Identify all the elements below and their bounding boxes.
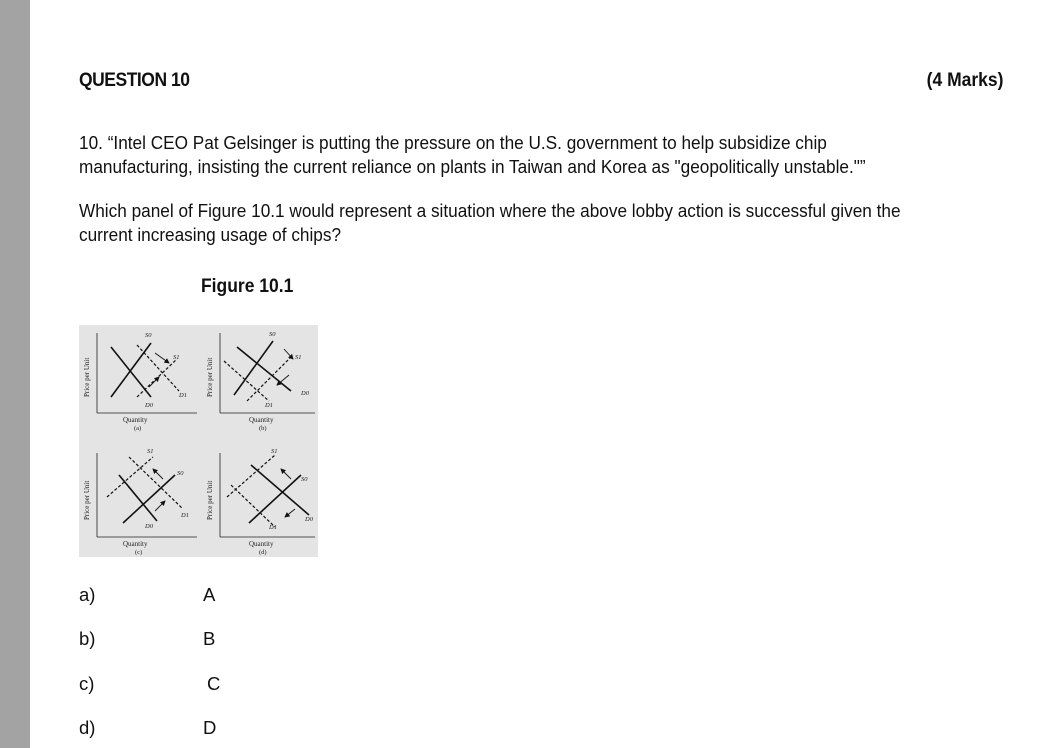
panel-a-supply-s1 [137, 359, 177, 397]
panel-d-supply-s0 [249, 475, 301, 523]
figure-10-1 [79, 325, 318, 557]
panel-c [83, 448, 197, 556]
panel-a-ylabel: Price per Unit [83, 357, 91, 397]
question-prompt-line-1: Which panel of Figure 10.1 would represent a situation where the above lobby action is successful given the [79, 200, 901, 221]
panel-d-label-s0: S0 [301, 476, 308, 483]
panel-d-supply-s1 [227, 455, 275, 497]
question-prompt [79, 199, 916, 247]
option-a-label[interactable]: a) [79, 584, 96, 605]
question-text-line-1: 10. “Intel CEO Pat Gelsinger is putting the pressure on the U.S. government to help subsidize chip [79, 132, 827, 153]
panel-b-shift-arrow-supply [284, 349, 293, 359]
panel-a-label-d0: D0 [145, 402, 153, 409]
panel-b-ylabel: Price per Unit [206, 357, 214, 397]
panel-b-label-d1: D1 [265, 402, 273, 409]
panel-c-demand-d0 [119, 475, 157, 521]
panel-c-shift-arrow-demand [155, 501, 165, 511]
panel-a-shift-arrow-supply [155, 353, 169, 363]
panel-b [206, 331, 315, 432]
panel-d-label-d1: D1 [269, 524, 277, 531]
panel-d-shift-arrow-demand [285, 509, 295, 517]
panel-d [206, 448, 315, 556]
option-d-answer[interactable]: D [203, 717, 217, 738]
question-text-line-2: manufacturing, insisting the current reliance on plants in Taiwan and Korea as "geopolitically unstable."” [79, 156, 866, 177]
panel-c-label-d1: D1 [181, 512, 189, 519]
option-a-answer[interactable]: A [203, 584, 216, 605]
option-d-label[interactable]: d) [79, 717, 96, 738]
panel-a-label-d1: D1 [179, 392, 187, 399]
panel-a-shift-arrow-demand [149, 377, 159, 387]
question-marks: (4 Marks) [926, 70, 1003, 91]
figure-title: Figure 10.1 [201, 276, 294, 297]
figure-diagram [79, 325, 318, 557]
option-b-answer[interactable]: B [203, 628, 216, 649]
panel-c-label-s1: S1 [147, 448, 154, 455]
panel-a-id: (a) [134, 425, 142, 432]
panel-a-xlabel: Quantity [123, 416, 148, 424]
option-c-label[interactable]: c) [79, 673, 95, 694]
panel-c-shift-arrow-supply [153, 469, 163, 479]
panel-c-xlabel: Quantity [123, 540, 148, 548]
panel-c-supply-s1 [107, 457, 153, 497]
panel-c-supply-s0 [123, 475, 175, 523]
panel-c-label-d0: D0 [145, 523, 153, 530]
panel-b-xlabel: Quantity [249, 416, 274, 424]
panel-a-label-s1: S1 [173, 354, 180, 361]
panel-c-demand-d1 [129, 457, 183, 509]
panel-b-label-s1: S1 [295, 354, 302, 361]
panel-a [83, 332, 197, 432]
panel-b-label-s0: S0 [269, 331, 276, 338]
option-c-answer[interactable]: C [207, 673, 221, 694]
panel-d-xlabel: Quantity [249, 540, 274, 548]
panel-d-ylabel: Price per Unit [206, 480, 214, 520]
left-margin-bar [0, 0, 30, 748]
panel-a-demand-d1 [137, 345, 179, 391]
panel-d-label-d0: D0 [305, 516, 313, 523]
panel-c-id: (c) [135, 549, 143, 556]
question-title: QUESTION 10 [79, 70, 190, 91]
panel-b-id: (b) [259, 425, 267, 432]
option-b-label[interactable]: b) [79, 628, 96, 649]
panel-d-label-s1: S1 [271, 448, 278, 455]
panel-d-id: (d) [259, 549, 267, 556]
question-text [79, 131, 916, 179]
panel-c-ylabel: Price per Unit [83, 480, 91, 520]
panel-d-demand-d0 [251, 465, 309, 515]
panel-b-label-d0: D0 [301, 390, 309, 397]
panel-d-shift-arrow-supply [281, 469, 291, 479]
panel-c-label-s0: S0 [177, 470, 184, 477]
panel-a-label-s0: S0 [145, 332, 152, 339]
question-prompt-line-2: current increasing usage of chips? [79, 224, 342, 245]
